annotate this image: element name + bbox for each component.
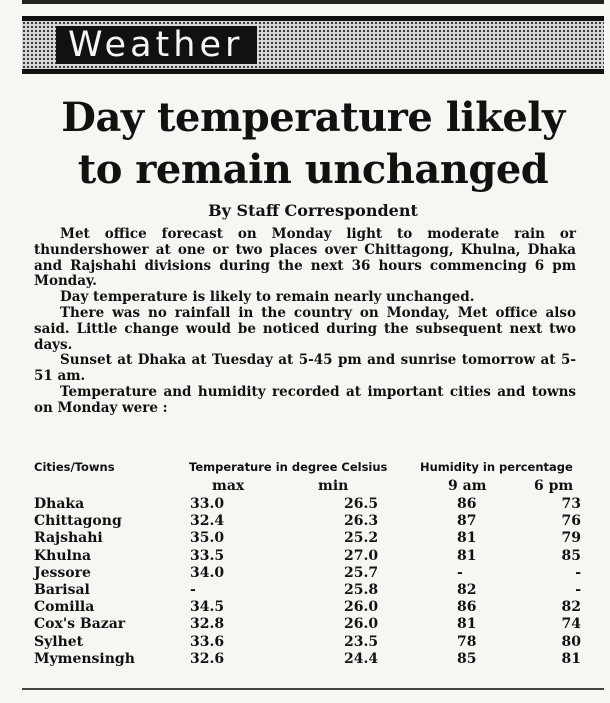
humidity-9am-cell: 86 (457, 496, 477, 512)
paragraph: There was no rainfall in the country on Monday, Met office also said. Little change would be noticed during the subsequent next two days. (34, 304, 576, 353)
humidity-6pm-cell: 74 (561, 616, 581, 633)
min-temp-cell: 26.0 (344, 599, 379, 616)
humidity-6pm-cell: 82 (561, 599, 581, 616)
table-row (34, 599, 581, 616)
table-row (34, 582, 581, 599)
city-cell: Cox's Bazar (34, 616, 126, 633)
max-temp-cell: 35.0 (190, 530, 225, 547)
table-row (34, 513, 581, 530)
byline: By Staff Correspondent (208, 201, 418, 220)
humidity-9am-cell: 78 (457, 633, 477, 650)
paragraph: Sunset at Dhaka at Tuesday at 5-45 pm and sunrise tomorrow at 5-51 am. (34, 352, 576, 385)
paragraph: Day temperature is likely to remain nearly unchanged. (60, 289, 475, 306)
section-banner (22, 16, 604, 74)
table-row (34, 496, 581, 513)
table-row (34, 616, 581, 633)
humidity-9am-cell: - (457, 564, 463, 581)
city-cell: Comilla (34, 599, 95, 616)
max-temp-cell: - (190, 582, 196, 599)
city-cell: Barisal (34, 582, 90, 599)
min-temp-cell: 24.4 (344, 650, 379, 667)
headline-line-1: Day temperature likely (61, 94, 565, 141)
section-label: Weather (56, 26, 257, 64)
humidity-6pm-cell: 85 (561, 547, 581, 564)
table-row (34, 565, 581, 582)
humidity-9am-cell: 87 (457, 513, 477, 530)
city-cell: Jessore (34, 564, 91, 581)
max-temp-cell: 33.0 (190, 496, 225, 512)
humidity-6pm-cell: 73 (561, 496, 581, 512)
min-temp-cell: 26.3 (344, 513, 379, 530)
city-cell: Khulna (34, 547, 92, 564)
max-temp-cell: 32.6 (190, 650, 225, 667)
humidity-6pm-cell: 76 (561, 513, 581, 530)
paragraph: Met office forecast on Monday light to moderate rain or thundershower at one or two places over Chittagong, Khulna, Dhaka and Rajshahi divisions during the next 36 hours commencing 6 pm Monday. (34, 226, 576, 290)
humidity-6pm-cell: 81 (561, 650, 581, 667)
table-row (34, 530, 581, 547)
top-rule (22, 0, 604, 4)
bottom-rule (22, 688, 604, 690)
max-temp-cell: 34.5 (190, 599, 225, 616)
article-body (34, 227, 576, 417)
weather-table (34, 496, 581, 668)
headline (22, 92, 604, 196)
humidity-6pm-cell: - (575, 582, 581, 599)
humidity-9am-cell: 81 (457, 547, 477, 564)
humidity-6pm-cell: 79 (561, 530, 581, 547)
city-cell: Dhaka (34, 496, 85, 512)
min-temp-cell: 25.8 (344, 582, 379, 599)
max-temp-cell: 32.4 (190, 513, 225, 530)
humidity-9am-cell: 82 (457, 582, 477, 599)
headline-line-2: to remain unchanged (77, 146, 549, 193)
city-cell: Chittagong (34, 513, 122, 530)
max-temp-cell: 32.8 (190, 616, 225, 633)
table-row (34, 634, 581, 651)
humidity-9am-cell: 81 (457, 616, 477, 633)
subheader-6pm: 6 pm (534, 478, 574, 494)
humidity-9am-cell: 85 (457, 650, 477, 667)
paragraph: Temperature and humidity recorded at important cities and towns on Monday were : (34, 383, 576, 416)
table-row (34, 548, 581, 565)
min-temp-cell: 26.0 (344, 616, 379, 633)
max-temp-cell: 34.0 (190, 564, 225, 581)
humidity-6pm-cell: - (575, 564, 581, 581)
subheader-min: min (318, 478, 349, 494)
col-header-humidity: Humidity in percentage (420, 460, 573, 474)
min-temp-cell: 27.0 (344, 547, 379, 564)
city-cell: Sylhet (34, 633, 84, 650)
max-temp-cell: 33.5 (190, 547, 225, 564)
table-row (34, 651, 581, 668)
city-cell: Mymensingh (34, 650, 135, 667)
min-temp-cell: 23.5 (344, 633, 379, 650)
humidity-9am-cell: 81 (457, 530, 477, 547)
min-temp-cell: 25.2 (344, 530, 379, 547)
col-header-temperature: Temperature in degree Celsius (189, 460, 388, 474)
min-temp-cell: 25.7 (344, 564, 379, 581)
city-cell: Rajshahi (34, 530, 103, 547)
humidity-9am-cell: 86 (457, 599, 477, 616)
humidity-6pm-cell: 80 (561, 633, 581, 650)
subheader-9am: 9 am (448, 478, 487, 494)
subheader-max: max (212, 478, 245, 494)
min-temp-cell: 26.5 (344, 496, 379, 512)
col-header-city: Cities/Towns (34, 460, 115, 474)
max-temp-cell: 33.6 (190, 633, 225, 650)
